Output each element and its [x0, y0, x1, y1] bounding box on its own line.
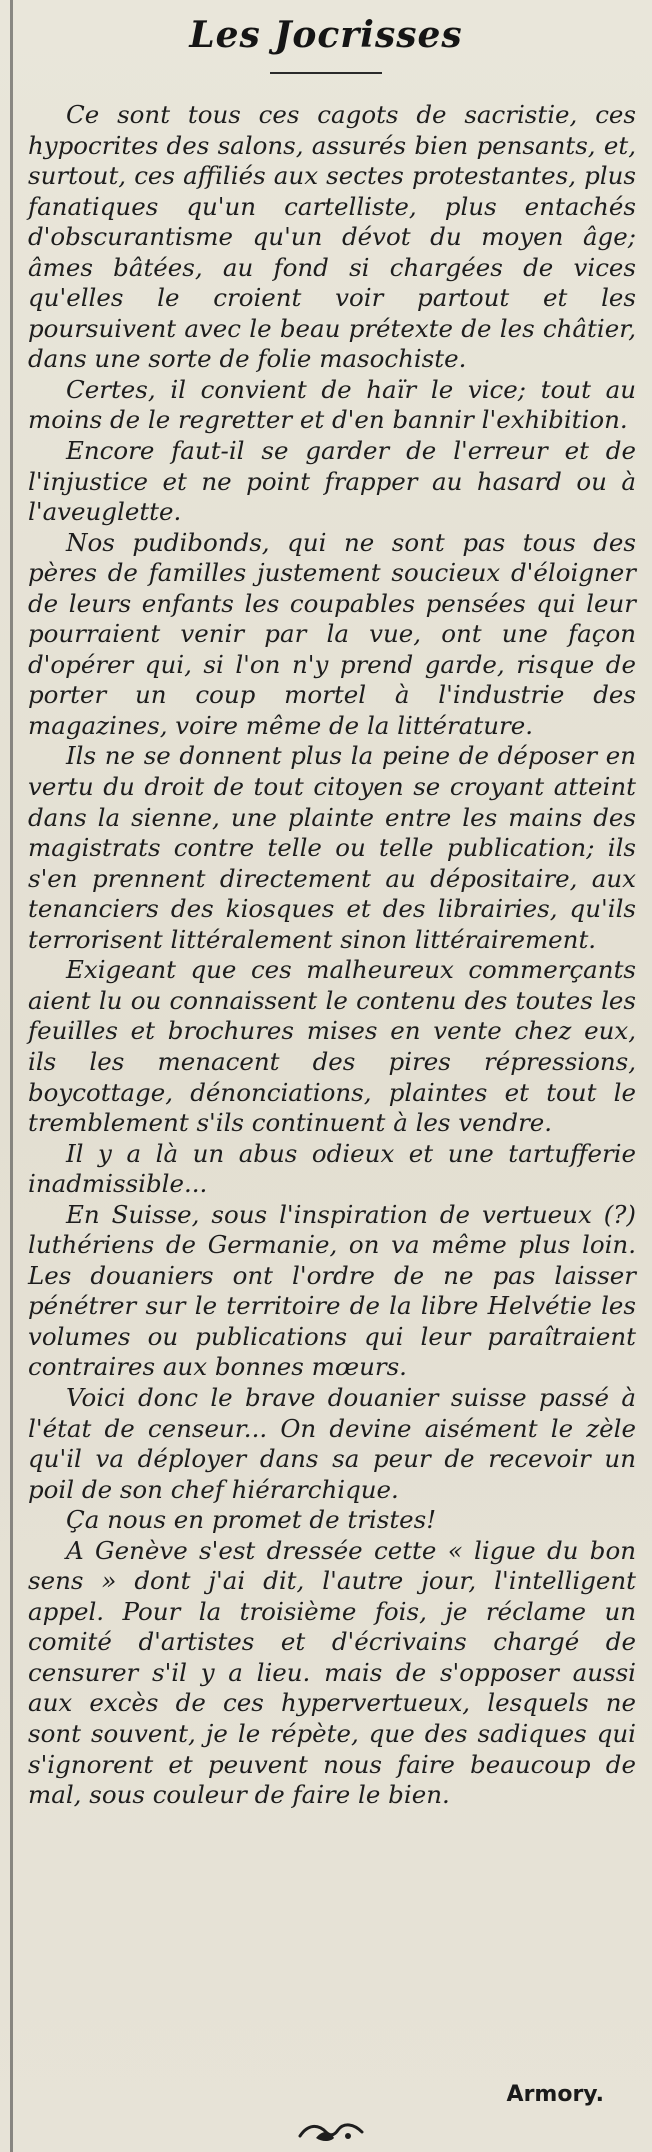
paragraph: Voici donc le brave douanier suisse passé à l'état de censeur... On devine aisément le zèle qu'il va déployer dans sa peur de recevoir un poil de son chef hiérarchique.	[28, 1382, 636, 1504]
paragraph: Encore faut-il se garder de l'erreur et de l'injustice et ne point frapper au hasard ou à l'aveuglette.	[28, 436, 636, 527]
fleuron-ornament-icon	[296, 2118, 366, 2144]
article-body	[28, 100, 636, 1811]
paragraph: Nos pudibonds, qui ne sont pas tous des pères de familles justement soucieux d'éloigner de leurs enfants les coupables pensées qui leur pourraient venir par la vue, ont une façon d'opérer qui, si l'on n'y prend garde, risque de porter un coup mortel à l'industrie des magazines, voire même de la littérature.	[28, 527, 636, 740]
paragraph: Il y a là un abus odieux et une tartufferie inadmissible...	[28, 1138, 636, 1199]
title-underline	[270, 72, 382, 74]
paragraph: Ce sont tous ces cagots de sacristie, ces hypocrites des salons, assurés bien pensants, et, surtout, ces affiliés aux sectes protestantes, plus fanatiques qu'un cartelliste, plus entachés d'obscurantisme qu'un dévot du moyen âge; âmes bâtées, au fond si chargées de vices qu'elles le croient voir partout et les poursuivent avec le beau prétexte de les châtier, dans une sorte de folie masochiste.	[28, 100, 636, 374]
article-title: Les Jocrisses	[189, 14, 463, 56]
column-rule	[10, 0, 13, 2152]
paragraph: A Genève s'est dressée cette « ligue du bon sens » dont j'ai dit, l'autre jour, l'intelligent appel. Pour la troisième fois, je réclame un comité d'artistes et d'écrivains chargé de censurer s'il y a lieu. mais de s'opposer aussi aux excès de ces hypervertueux, lesquels ne sont souvent, je le répète, que des sadiques qui s'ignorent et peuvent nous faire beaucoup de mal, sous couleur de faire le bien.	[28, 1535, 636, 1810]
paragraph: Certes, il convient de haïr le vice; tout au moins de le regretter et d'en bannir l'exhibition.	[28, 374, 636, 435]
author-signature: Armory.	[506, 2082, 604, 2107]
paragraph: Exigeant que ces malheureux commerçants aient lu ou connaissent le contenu des toutes les feuilles et brochures mises en vente chez eux, ils les menacent des pires répressions, boycottage, dénonciations, plaintes et tout le tremblement s'ils continuent à les vendre.	[28, 955, 636, 1138]
paragraph: Ils ne se donnent plus la peine de déposer en vertu du droit de tout citoyen se croyant atteint dans la sienne, une plainte entre les mains des magistrats contre telle ou telle publication; ils s'en prennent directement au dépositaire, aux tenanciers des kiosques et des librairies, qu'ils terrorisent littéralement sinon littérairement.	[28, 741, 636, 954]
paragraph: En Suisse, sous l'inspiration de vertueux (?) luthériens de Germanie, on va même plus loin. Les douaniers ont l'ordre de ne pas laisser pénétrer sur le territoire de la libre Helvétie les volumes ou publications qui leur paraîtraient contraires aux bonnes mœurs.	[28, 1199, 636, 1382]
paragraph: Ça nous en promet de tristes!	[66, 1505, 437, 1535]
